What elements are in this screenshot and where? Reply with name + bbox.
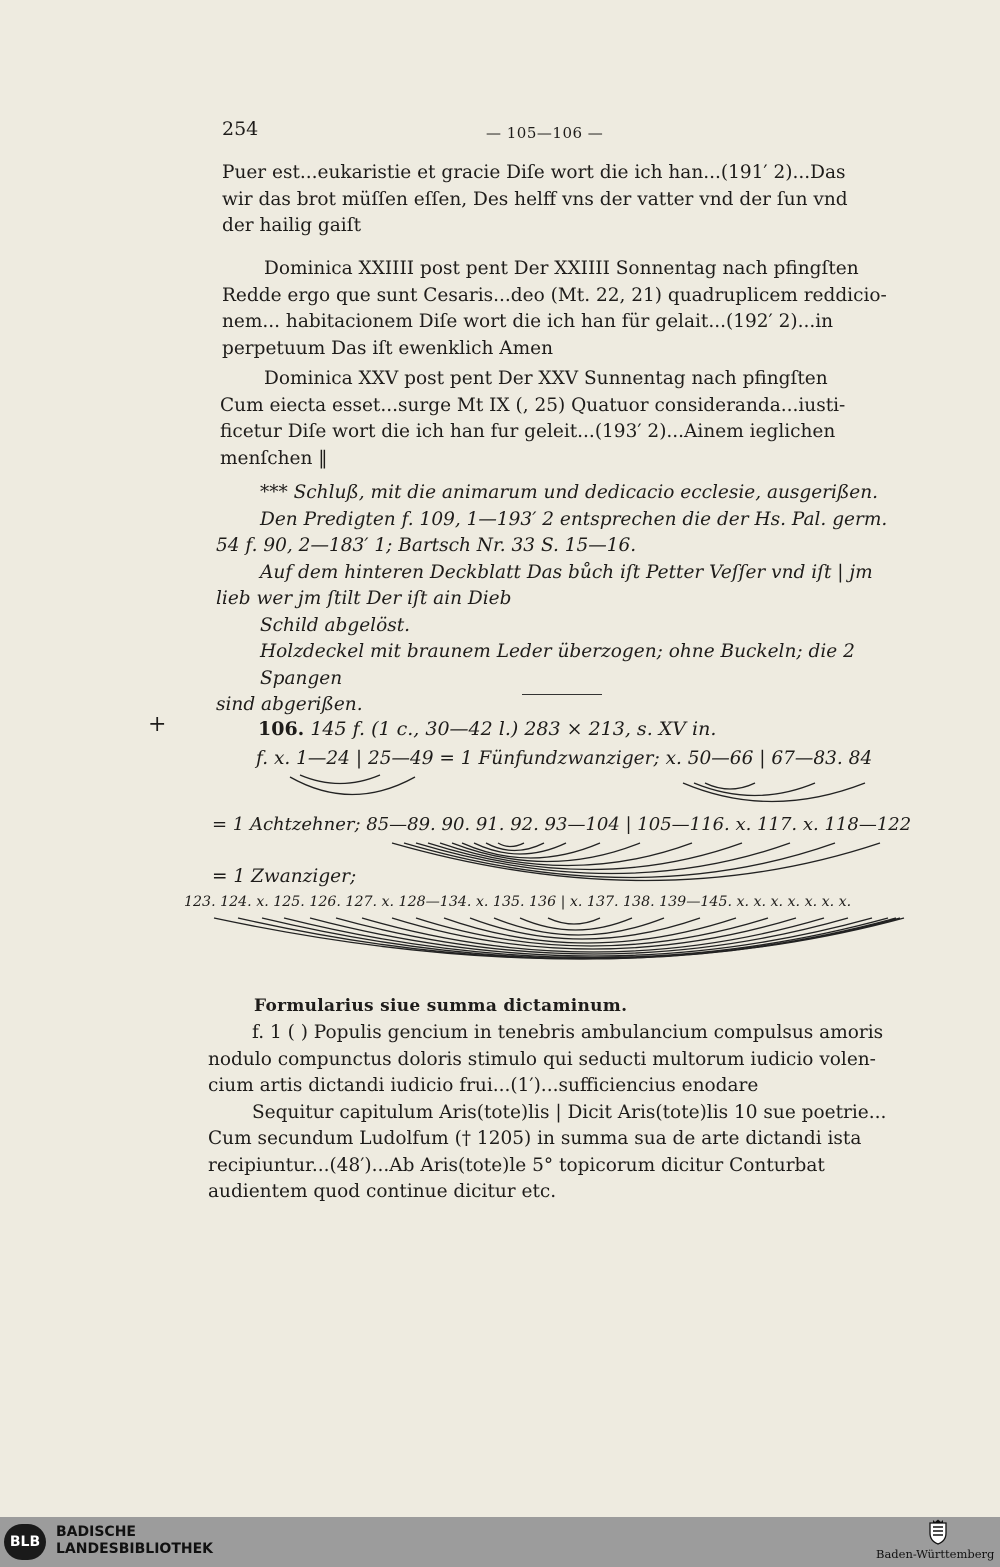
text-line: Puer est...eukaristie et gracie Diſe wort die ich han...(191′ 2)...Das <box>222 162 846 183</box>
quire-arc <box>392 918 796 949</box>
text-line: Sequitur capitulum Aris(tote)lis | Dicit Aris(tote)lis 10 sue poetrie... <box>252 1101 887 1123</box>
note-line: lieb wer jm ſtilt Der iſt ain Dieb <box>216 588 512 609</box>
coat-of-arms-icon <box>928 1519 948 1545</box>
text-line: nem... habitacionem Diſe wort die ich han für gelait...(192′ 2)...in <box>222 311 834 332</box>
note-line: sind abgerißen. <box>216 694 363 715</box>
state-name[interactable]: Baden-Württemberg <box>876 1547 995 1561</box>
blb-logo[interactable]: BLB <box>4 1524 46 1560</box>
quire-arc <box>300 775 380 784</box>
text-line: menſchen ‖ <box>220 447 328 469</box>
text-line: Dominica XXIIII post pent Der XXIIII Sonnentag nach pfingſten <box>264 258 859 279</box>
text-line: perpetuum Das iſt ewenklich Amen <box>222 337 554 359</box>
library-name[interactable] <box>56 1524 213 1558</box>
note-line: *** Schluß, mit die animarum und dedicacio ecclesie, ausgerißen. <box>260 482 879 503</box>
quire-formula-1: f. x. 1—24 | 25—49 = 1 Fünfundzwanziger; x. 50—66 | 67—83. 84 <box>256 748 873 769</box>
text-line: Redde ergo que sunt Cesaris...deo (Mt. 22, 21) quadruplicem reddicio- <box>222 284 887 306</box>
library-name-line: LANDESBIBLIOTHEK <box>56 1541 214 1557</box>
note-line: Den Predigten f. 109, 1—193′ 2 entsprechen die der Hs. Pal. germ. <box>260 508 888 530</box>
entry-106-text <box>208 1020 892 1206</box>
text-line: wir das brot müſſen eſſen, Des helff vns der vatter vnd der ſun vnd <box>222 188 848 210</box>
library-name-line: BADISCHE <box>56 1524 136 1540</box>
text-line: ficetur Diſe wort die ich han fur geleit...(193′ 2)...Ainem ieglichen <box>220 421 836 442</box>
quire-arc <box>498 843 524 847</box>
quire-arc <box>548 918 600 924</box>
quire-arc <box>705 783 755 789</box>
margin-mark: + <box>148 712 167 737</box>
text-line: cium artis dictandi iudicio frui...(1′)...sufficiencius enodare <box>208 1075 759 1096</box>
text-line: der hailig gaiſt <box>222 215 362 236</box>
quire-arc <box>290 777 415 795</box>
text-line: f. 1 ( ) Populis gencium in tenebris ambulancium compulsus amoris <box>252 1022 884 1043</box>
page-number: 254 <box>222 118 259 140</box>
quire-arc <box>404 843 835 878</box>
text-line: Dominica XXV post pent Der XXV Sunnentag nach pfingſten <box>264 368 828 389</box>
note-line: Holzdeckel mit braunem Leder überzogen; ohne Buckeln; die 2 Spangen <box>260 641 855 689</box>
text-line: recipiuntur...(48′)...Ab Aris(tote)le 5° topicorum dicitur Conturbat <box>208 1154 825 1176</box>
running-title: — 105—106 — <box>486 124 604 142</box>
quire-arc <box>310 918 872 956</box>
text-line: nodulo compunctus doloris stimulo qui seducti multorum iudicio volen- <box>208 1048 876 1070</box>
text-line: Cum secundum Ludolfum († 1205) in summa sua de arte dictandi ista <box>208 1128 862 1149</box>
quire-formula-2: = 1 Achtzehner; 85—89. 90. 91. 92. 93—104 | 105—116. x. 117. x. 118—122 <box>212 814 912 835</box>
text-title: Formularius siue summa dictaminum. <box>254 996 628 1016</box>
text-line: Cum eiecta esset...surge Mt IX (, 25) Quatuor consideranda...iusti- <box>220 394 846 416</box>
quire-formula-4: 123. 124. x. 125. 126. 127. x. 128—134. x. 135. 136 | x. 137. 138. 139—145. x. x. x. x. x. x. x. <box>184 894 852 910</box>
entry-number: 106. <box>258 718 305 740</box>
note-line: Schild abgelöst. <box>260 614 411 636</box>
note-line: Auf dem hinteren Deckblatt Das bůch iſt Petter Veſſer vnd iſt | jm <box>260 561 873 583</box>
quire-arc <box>392 843 880 881</box>
quire-formula-3: = 1 Zwanziger; <box>212 866 357 887</box>
text-line: audientem quod continue dicitur etc. <box>208 1181 557 1202</box>
note-line: 54 f. 90, 2—183′ 1; Bartsch Nr. 33 S. 15—16. <box>216 535 637 556</box>
entry-description: 145 f. (1 c., 30—42 l.) 283 × 213, s. XV in. <box>310 718 717 740</box>
